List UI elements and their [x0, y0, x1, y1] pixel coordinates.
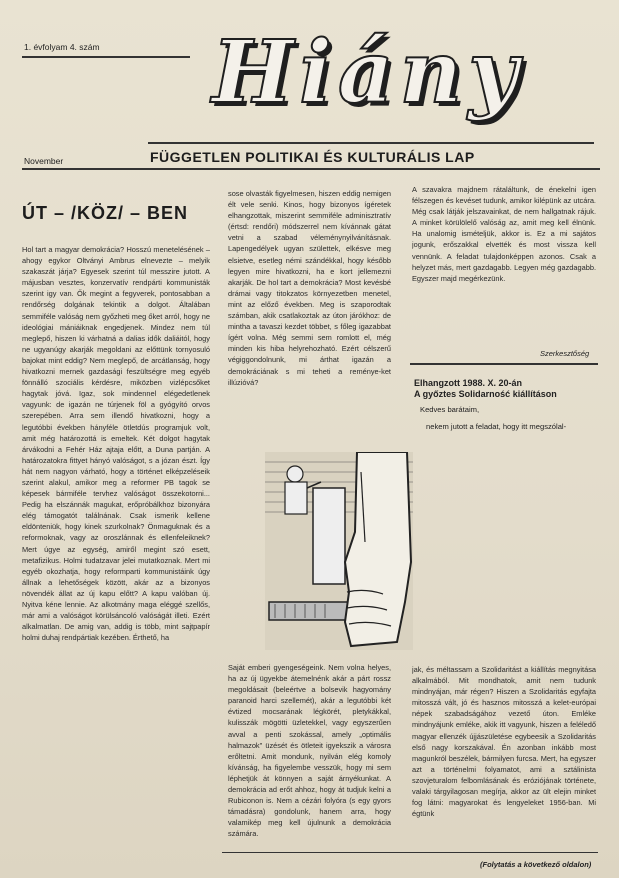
editorial-signature: Szerkesztőség	[540, 349, 590, 358]
fist-hammer-illustration	[265, 452, 413, 650]
bottom-rule	[222, 852, 598, 853]
article-column-3-top: A szavakra majdnem rátaláltunk, de énekelni igen félszegen és kevéset tudunk, amikor kilépünk az utcára. Még csak látják jelszavainkat, de nem hallgatnak rájuk. A minket körülölelő valóság az, amit meg kell élnünk. Ha unalomig ismételjük, akkor is. Ez a mi sajátos jogunk, erőszakkal elvették és most vissza kell vennünk. A feladat tulajdonképpen azonos. Csak a helyzet más, mert gazdagabb. Legyen még gazdagabb. Egyszer majd megérkezünk.	[412, 185, 596, 283]
article-column-2-bottom: Saját emberi gyengeségeink. Nem volna helyes, ha az új ügyekbe átemelnénk akár a párt rossz megoldásait (beleértve a bolsevik hagyomány paranoid harci szellemét), akár a legutóbbi két évtized mocsarának légkörét, pletykákkal, kulisszák mögötti üzletekkel, vagy egyszerűen avval a penti szokással, amely „optimális halmazok" üzését és ötleteit igyekszik a városra erőltetni. Amit mondunk, nyilván elég komoly kívánság, ha figyelembe vesszük, hogy mi sem léphetjük át könnyen a saját árnyékunkat. A demokrácia ad erőt ahhoz, hogy át tudjuk kelni a Rubiconon is. Nem a cézári folyóra (s egy gyors támadásra) gondolunk, hanem arra, hogy valamikép meg kell újulnunk a demokrácia számára.	[228, 663, 391, 839]
side-article-continuation: jak, és méltassam a Szolidaritást a kiállítás megnyitása alkalmából. Mit mondhatok, amit nem tudunk mindnyájan, már régen? Hiszen a Szolidaritás egyfajta mitosszá vált, jó és hasznos mitosszá a kelet-európai népek szabadságához vezető úton. Emléke mindnyájunk emléke, akik itt vagyunk, hiszen a feléledő magyar ellenzék újjászületése egybeesik a Szolidaritás első nagy korszakával. Én azonban inkább most magunkról beszélek, bármilyen furcsa. Mert, ha egyszer azt a történelmi folyamatot, ami a sztálinista szovjeturalom felbomlásának és eróziójának története, valaki tárgyilagosan megírja, akkor az ült elejin minket fog látni: magyarokat és lengyeleket 1956-ban. Mi égtünk	[412, 665, 596, 819]
side-article-intro: nekem jutott a feladat, hogy itt megszólal-	[426, 422, 567, 431]
header-rule-bottom	[22, 168, 600, 170]
illustration-svg	[265, 452, 413, 650]
side-article-title-1: Elhangzott 1988. X. 20-án	[414, 378, 523, 388]
masthead-subtitle: FÜGGETLEN POLITIKAI ÉS KULTURÁLIS LAP	[150, 149, 475, 165]
issue-number: 1. évfolyam 4. szám	[24, 42, 100, 52]
article-column-2-top: sose olvasták figyelmesen, hiszen eddig nemigen élt vele senki. Kinos, hogy bizonyos ígéretek elhangzottak, miszerint semmiféle adminisztratív (értsd: rendőri) módszerrel nem kívánnak gátat vetni a szabad véleménynyilvánításnak. Lapengedélyek ugyan születtek, elkésve meg elsietve, esetleg némi szándékkal, hogy később legyen mire hivatkozni, ha e kort jellemezni akarják. De hol tart a demokrácia? Most kevésbé drámai vagy titokzatos környezetben menetel, mint az előző években. Meg is szaporodtak számban, akik csatlakoztak az úton járókhoz: de mintha a tavaszi kezdet többet, s főleg igazabbat ígért volna. Még semmi sem romlott el, még minden kis hiba helyrehozható. Ezért célszerű végiggondolnunk, mi árthat igazán a demokráciának s mi teheti a reménye-ket illúzióvá?	[228, 189, 391, 387]
issue-month: November	[24, 156, 64, 166]
article-headline: ÚT – /KÖZ/ – BEN	[22, 203, 189, 223]
header-rule-left	[22, 56, 190, 58]
podium-shape	[313, 488, 345, 584]
masthead-logo: Hiány	[212, 22, 525, 123]
side-article-greeting: Kedves barátaim,	[420, 405, 480, 414]
section-divider	[410, 363, 598, 365]
side-article-title-2: A győztes Solidarność kiállításon	[414, 389, 557, 399]
continued-footnote: (Folytatás a következő oldalon)	[480, 860, 592, 869]
header-rule-top	[148, 142, 594, 144]
article-column-1: Hol tart a magyar demokrácia? Hosszú menetelésének – ahogy egykor Oltványi Ambrus elnevezte – melyik szakaszát járja? Egyesek szerint túl messzire jutott. A májusban vesztes, konzervatív rendpárti kommunisták szerint igy van. Ők megint a fegyverek, pontosabban a rendőrség dolgának tekintik a dolgot. Általában semmiféle valóság nem győzheti meg őket arról, hogy ne ideológiai mániáiknak engedjenek. Mindez nem túl meglepő, hiszen ki várhatná a dalias idők daliáitól, hogy ne ugyanúgy akarják megoldani az előttünk tornyosuló bajokat mint eddig? Nem meglepő, de arcátlanság, hogy hivatkozni mernek gazdasági feszültségre meg egyéb fönnálló szociális kérdésre, miközben vizlépcsőket hagytak jóvá. Igaz, sok mindennel elégedetlenek vagyunk: de igazán ne túrjenek föl a gyógyító orvos szerepében. Arra sem illendő hivatkozni, hogy a legutóbbi években hányféle ötletdús programjuk volt, amit még határozottá is emeltek. Két dolgot hagytak árvákodni a Fehér Ház ajtaja előtt, a Duna partján. A határozatokra fittyet hányó valóságot, s a józan észt. Így hát nem nagyon várható, hogy a történet elképzeléseik szerint alakul, amikor meg a reformer PB tagok se képesek bármiféle tervhez valóságot összekotorni... Pedig ha elszánnák magukat, erőpróbálkhoz bizonyára elég támogatót találnának. Csak ismerik kellene eldönteniük, hogy kinek szurkolnak? Önmaguknak és a reformoknak, vagy az oroszlánnak és ellenfeleiknek? Mert úgye az egység, amiről megint szó esett, metafizikus. Holmi tudatzavar jelei mutatkoznak. Mert mi egyéb okozhatja, hogy reformparti kommunistáink úgy állnak a lehetőségek között, akár az a bizonyos növendék állat az új kapu előtt? A kapu valóban új. Nyitva kéne lennie. Az alkotmány maga eléggé szellős, már ami a valóságot körülsáncoló valóságát illeti. Ezért alkalmatlan. De amig van, addig is több, mint sajtpapír holmi duhaj rendpártiak kezében. Érthető, ha	[22, 245, 210, 643]
